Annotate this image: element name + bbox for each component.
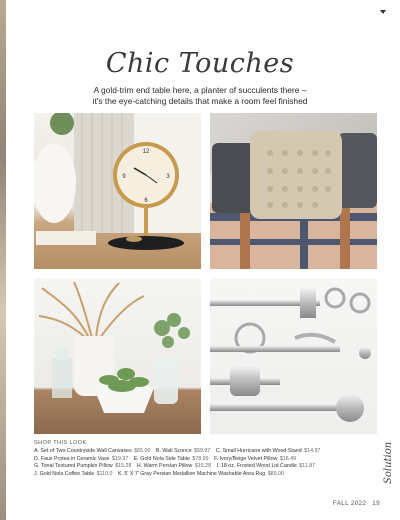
item-price: $15.28 <box>194 463 212 470</box>
clock-photo-art <box>34 113 201 269</box>
item-price: $16.49 <box>279 455 297 462</box>
intro-text <box>70 85 330 107</box>
item-price: $89.00 <box>267 470 284 477</box>
page-footer <box>333 500 380 507</box>
svg-text:12: 12 <box>142 149 150 155</box>
photo-clock-vignette <box>34 113 201 269</box>
shop-title: SHOP THIS LOOK <box>34 440 87 446</box>
footer-season: FALL 2022 <box>332 500 367 507</box>
shop-item <box>34 448 150 454</box>
item-label: I. 18 oz. Frosted Wood Lid Candle <box>216 463 297 470</box>
item-label: F. Ivory/Beige Velvet Pillow <box>214 455 278 462</box>
shop-line-1 <box>34 448 379 455</box>
item-label: E. Gold Nola Side Table <box>133 455 190 462</box>
svg-text:3: 3 <box>166 174 170 180</box>
hardware-photo-art <box>210 278 377 434</box>
item-price: $19.97 <box>112 455 129 462</box>
photo-pillows-throw <box>210 113 377 269</box>
photo-succulents <box>34 278 201 434</box>
pillows-photo-art <box>210 113 377 269</box>
shop-item <box>118 471 284 477</box>
shop-item <box>216 448 321 454</box>
shop-item <box>217 463 316 469</box>
photo-curtain-hardware <box>210 278 377 434</box>
shop-item <box>34 471 112 477</box>
shop-item <box>156 448 210 454</box>
item-label: A. Set of Two Countryside Wall Canvases <box>34 448 132 455</box>
item-label: D. Faux Protea in Ceramic Vase <box>34 455 110 462</box>
item-label: C. Small Hurricane with Wood Stand <box>215 448 302 455</box>
shop-item <box>34 456 128 462</box>
shop-this-look <box>34 440 379 478</box>
shop-line-2 <box>34 456 379 463</box>
brand-logo: Solution <box>383 441 394 485</box>
shop-item <box>137 463 211 469</box>
svg-text:9: 9 <box>122 174 126 180</box>
item-price: $110.0 <box>96 470 113 477</box>
item-label: H. Warm Persian Pillow <box>136 463 193 470</box>
item-label: J. Gold Nola Coffee Table <box>34 470 95 477</box>
item-price: $11.87 <box>299 463 316 470</box>
item-price: $59.97 <box>194 448 211 455</box>
succulents-photo-art <box>34 278 201 434</box>
page-number: 19 <box>372 500 380 507</box>
item-label: G. Tonal Textured Pumpkin Pillow <box>34 463 113 470</box>
item-label: B. Wall Sconce <box>155 448 192 455</box>
shop-item <box>214 456 296 462</box>
item-price: $14.97 <box>304 448 321 455</box>
item-price: $15.28 <box>115 463 132 470</box>
page-title: Chic Touches <box>105 48 295 79</box>
corner-arrow-icon <box>380 10 386 16</box>
intro-line-2: it's the eye-catching details that make a room feel finished <box>92 96 308 106</box>
item-price: $78.99 <box>192 455 209 462</box>
svg-text:6: 6 <box>144 198 148 204</box>
item-price: $65.00 <box>134 448 151 455</box>
intro-line-1: A gold-trim end table here, a planter of succulents there – <box>93 85 307 95</box>
item-label: K. 5' X 7' Gray Persian Medallion Machine Washable Area Rug <box>117 470 266 477</box>
shop-item <box>34 463 131 469</box>
shop-line-3 <box>34 463 379 470</box>
shop-line-4 <box>34 471 379 478</box>
shop-item <box>134 456 209 462</box>
